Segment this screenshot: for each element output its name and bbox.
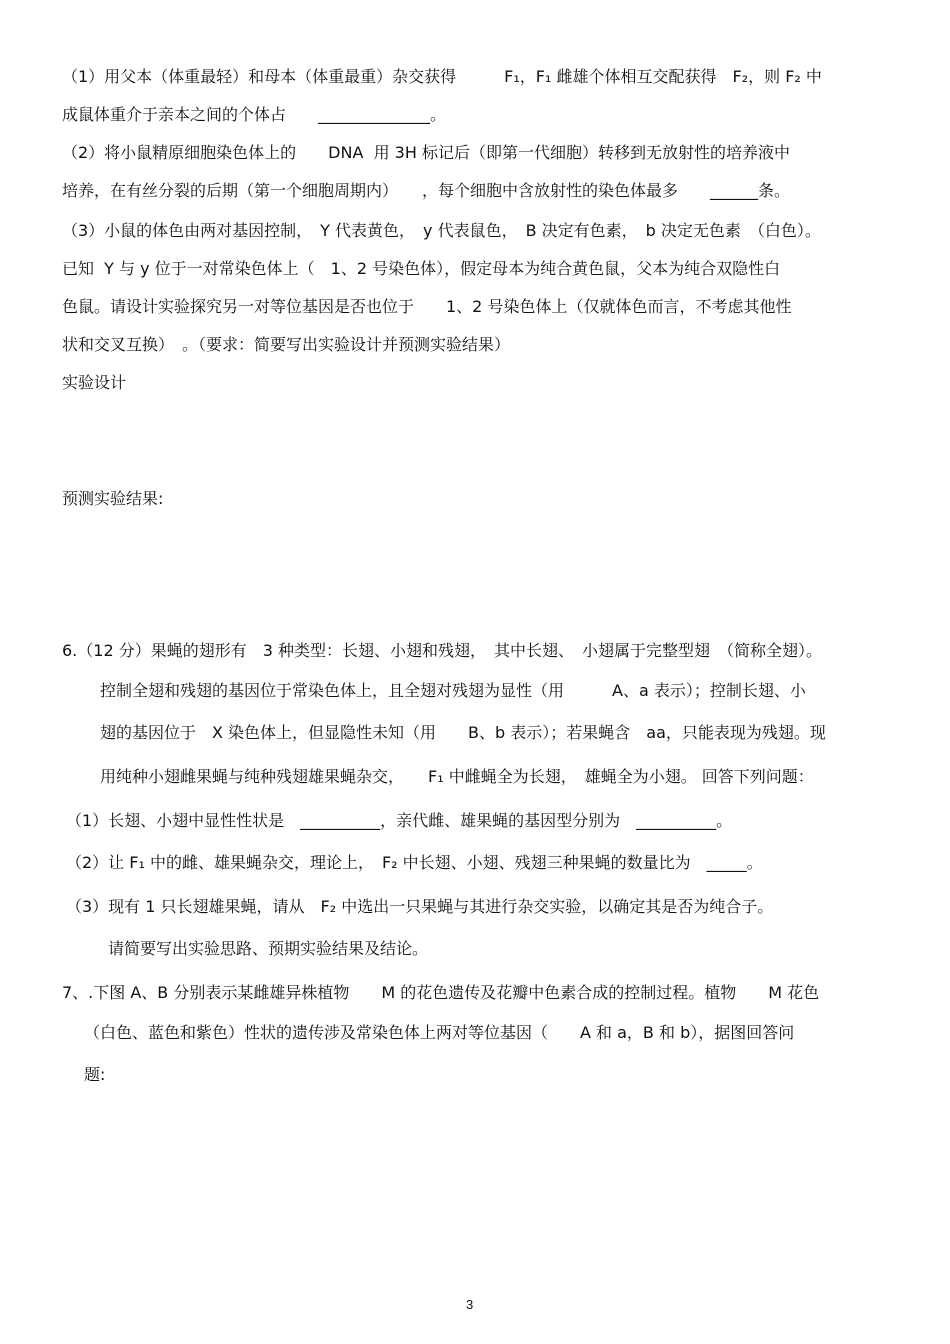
- text-line: 成鼠体重介于亲本之间的个体占 ______________。: [62, 105, 447, 124]
- text-line: 请简要写出实验思路、预期实验结果及结论。: [108, 939, 429, 958]
- text-line: （白色、蓝色和紫色）性状的遗传涉及常染色体上两对等位基因（ A 和 a，B 和 b），据图回答问: [84, 1023, 795, 1042]
- text-line: 色鼠。请设计实验探究另一对等位基因是否也位于 1、2 号染色体上（仅就体色而言，不考虑其他性: [62, 297, 792, 316]
- text-line: （3）现有 1 只长翅雄果蝇，请从 F₂ 中选出一只果蝇与其进行杂交实验，以确定其是否为纯合子。: [66, 897, 774, 916]
- text-line: 翅的基因位于 X 染色体上，但显隐性未知（用 B、b 表示）；若果蝇含 aa，只能表现为残翅。现: [100, 723, 826, 742]
- text-line: 题:: [84, 1065, 106, 1084]
- section-heading: 实验设计: [62, 373, 127, 392]
- text-line: （3）小鼠的体色由两对基因控制， Y 代表黄色， y 代表鼠色， B 决定有色素， b 决定无色素 （白色）。: [62, 221, 821, 240]
- text-line: （2）让 F₁ 中的雌、雄果蝇杂交，理论上， F₂ 中长翅、小翅、残翅三种果蝇的数量比为 _____。: [66, 853, 763, 872]
- page-number: 3: [466, 1297, 474, 1312]
- text-line: （1）用父本（体重最轻）和母本（体重最重）杂交获得 F₁，F₁ 雌雄个体相互交配获得 F₂，则 F₂ 中: [62, 67, 822, 86]
- text-line: 已知 Y 与 y 位于一对常染色体上（ 1、2 号染色体），假定母本为纯合黄色鼠，父本为纯合双隐性白: [62, 259, 781, 278]
- text-line: 培养，在有丝分裂的后期（第一个细胞周期内） ，每个细胞中含放射性的染色体最多 ______条。: [62, 181, 791, 200]
- question-6-stem: 6.（12 分）果蝇的翅形有 3 种类型：长翅、小翅和残翅， 其中长翅、 小翅属于完整型翅 （简称全翅）。: [62, 641, 822, 660]
- text-line: 用纯种小翅雌果蝇与纯种残翅雄果蝇杂交， F₁ 中雌蝇全为长翅， 雄蝇全为小翅。 回答下列问题：: [100, 767, 814, 786]
- section-heading: 预测实验结果:: [62, 489, 164, 508]
- text-line: （2）将小鼠精原细胞染色体上的 DNA 用 3H 标记后（即第一代细胞）转移到无放射性的培养液中: [62, 143, 790, 162]
- text-line: （1）长翅、小翅中显性性状是 __________，亲代雌、雄果蝇的基因型分别为 __________。: [66, 811, 733, 830]
- question-7-stem: 7、.下图 A、B 分别表示某雌雄异株植物 M 的花色遗传及花瓣中色素合成的控制过程。植物 M 花色: [62, 983, 820, 1002]
- text-line: 状和交叉互换） 。（要求：简要写出实验设计并预测实验结果）: [62, 335, 511, 354]
- text-line: 控制全翅和残翅的基因位于常染色体上，且全翅对残翅为显性（用 A、a 表示）；控制长翅、小: [100, 681, 806, 700]
